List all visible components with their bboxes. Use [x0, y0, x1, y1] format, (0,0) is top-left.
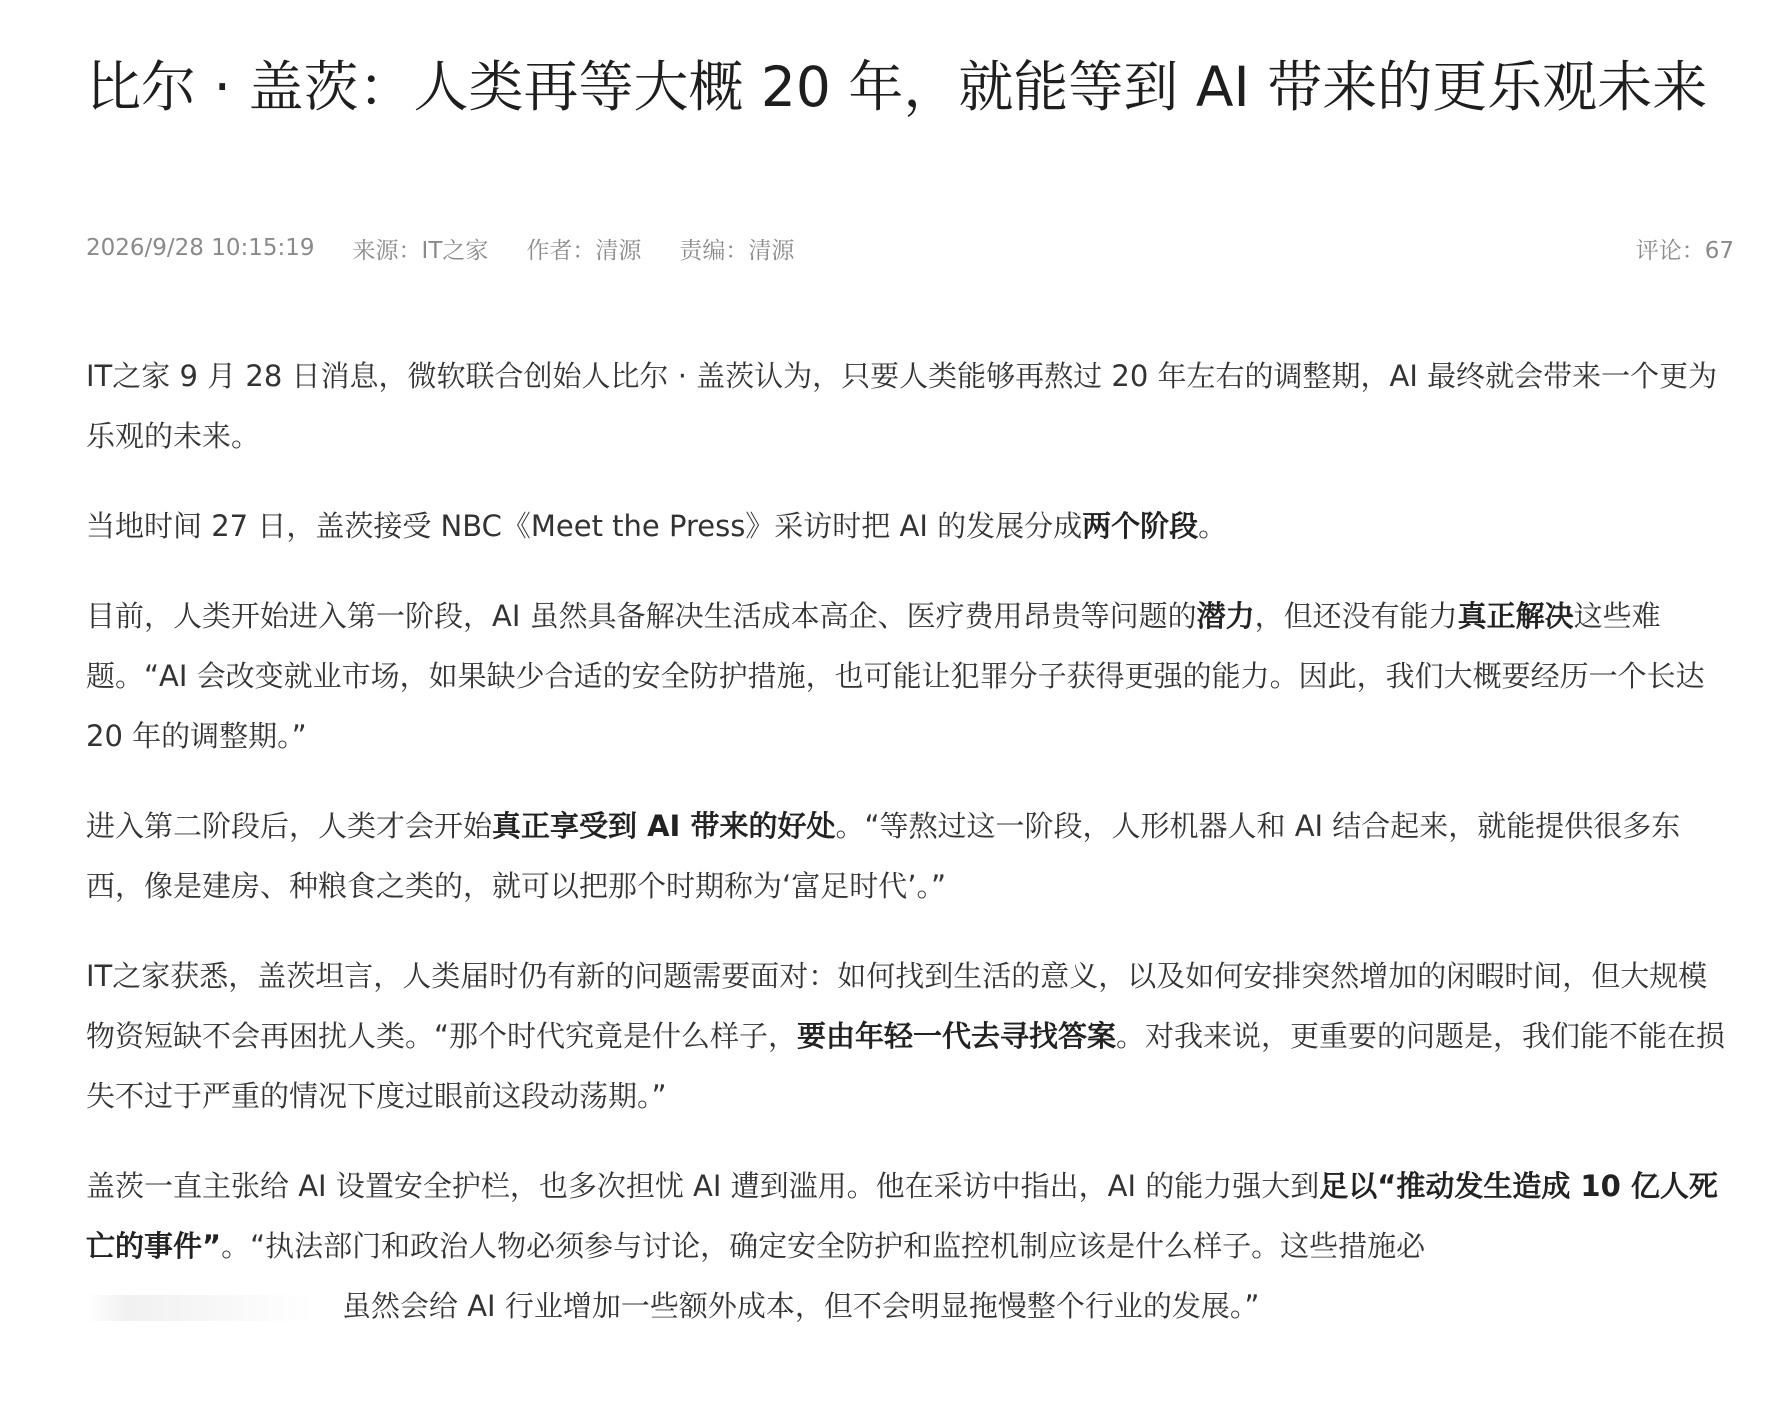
comments-count[interactable]: 评论：67: [1635, 237, 1734, 264]
article-meta: [86, 228, 1734, 268]
paragraph-6-text-b: 。“执法部门和政治人物必须参与讨论，确定安全防护和监控机制应该是什么样子。这些措施必: [221, 1229, 1426, 1263]
paragraph-2-bold: 两个阶段: [1082, 509, 1199, 543]
paragraph-3-bold-b: 真正解决: [1457, 599, 1574, 633]
paragraph-3-text-c: 这些难题。“AI 会改变就业市场，如果缺少合适的安全防护措施，也可能让犯罪分子获得更强的能力。因此，我们大概要经历一个长达 20 年的调整期。”: [86, 599, 1705, 753]
obscured-text-fade: [86, 1295, 314, 1321]
paragraph-4-bold: 真正享受到 AI 带来的好处: [492, 809, 836, 843]
paragraph-3: [86, 586, 1734, 766]
article-meta-left: [86, 232, 794, 265]
paragraph-6-text-a: 盖茨一直主张给 AI 设置安全护栏，也多次担忧 AI 遭到滥用。他在采访中指出，AI 的能力强大到: [86, 1169, 1320, 1203]
paragraph-6-text-c: 虽然会给 AI 行业增加一些额外成本，但不会明显拖慢整个行业的发展。”: [342, 1289, 1260, 1323]
paragraph-5-text-b: 。对我来说，更重要的问题是，我们能不能在损失不过于严重的情况下度过眼前这段动荡期。”: [86, 1019, 1726, 1113]
paragraph-3-text-a: 目前，人类开始进入第一阶段，AI 虽然具备解决生活成本高企、医疗费用昂贵等问题的: [86, 599, 1197, 633]
paragraph-5-text-a: IT之家获悉，盖茨坦言，人类届时仍有新的问题需要面对：如何找到生活的意义，以及如何安排突然增加的闲暇时间，但大规模物资短缺不会再困扰人类。“那个时代究竟是什么样子，: [86, 959, 1708, 1053]
paragraph-5-bold: 要由年轻一代去寻找答案: [797, 1019, 1117, 1053]
publish-datetime: 2026/9/28 10:15:19: [86, 235, 315, 261]
paragraph-3-text-b: ，但还没有能力: [1254, 599, 1458, 633]
source-label[interactable]: 来源：IT之家: [352, 237, 489, 264]
paragraph-6-bold: 足以“推动发生造成 10 亿人死亡的事件”: [86, 1169, 1718, 1263]
paragraph-2: [86, 496, 1734, 556]
paragraph-1-text: IT之家 9 月 28 日消息，微软联合创始人比尔 · 盖茨认为，只要人类能够再熬过 20 年左右的调整期，AI 最终就会带来一个更为乐观的未来。: [86, 359, 1718, 453]
paragraph-3-bold-a: 潜力: [1196, 599, 1255, 633]
paragraph-1: [86, 346, 1734, 466]
article-body: [86, 346, 1734, 1336]
paragraph-5: [86, 946, 1734, 1126]
author-label: 作者：清源: [526, 237, 642, 264]
article-title: 比尔 · 盖茨：人类再等大概 20 年，就能等到 AI 带来的更乐观未来: [86, 55, 1708, 119]
paragraph-4-text-b: 。“等熬过这一阶段，人形机器人和 AI 结合起来，就能提供很多东西，像是建房、种粮食之类的，就可以把那个时期称为‘富足时代’。”: [86, 809, 1681, 903]
paragraph-4-text-a: 进入第二阶段后，人类才会开始: [86, 809, 493, 843]
paragraph-2-text-b: 。: [1198, 509, 1228, 543]
paragraph-2-text-a: 当地时间 27 日，盖茨接受 NBC《Meet the Press》采访时把 AI 的发展分成: [86, 509, 1083, 543]
paragraph-4: [86, 796, 1734, 916]
paragraph-6: [86, 1156, 1734, 1336]
editor-label: 责编：清源: [679, 237, 795, 264]
